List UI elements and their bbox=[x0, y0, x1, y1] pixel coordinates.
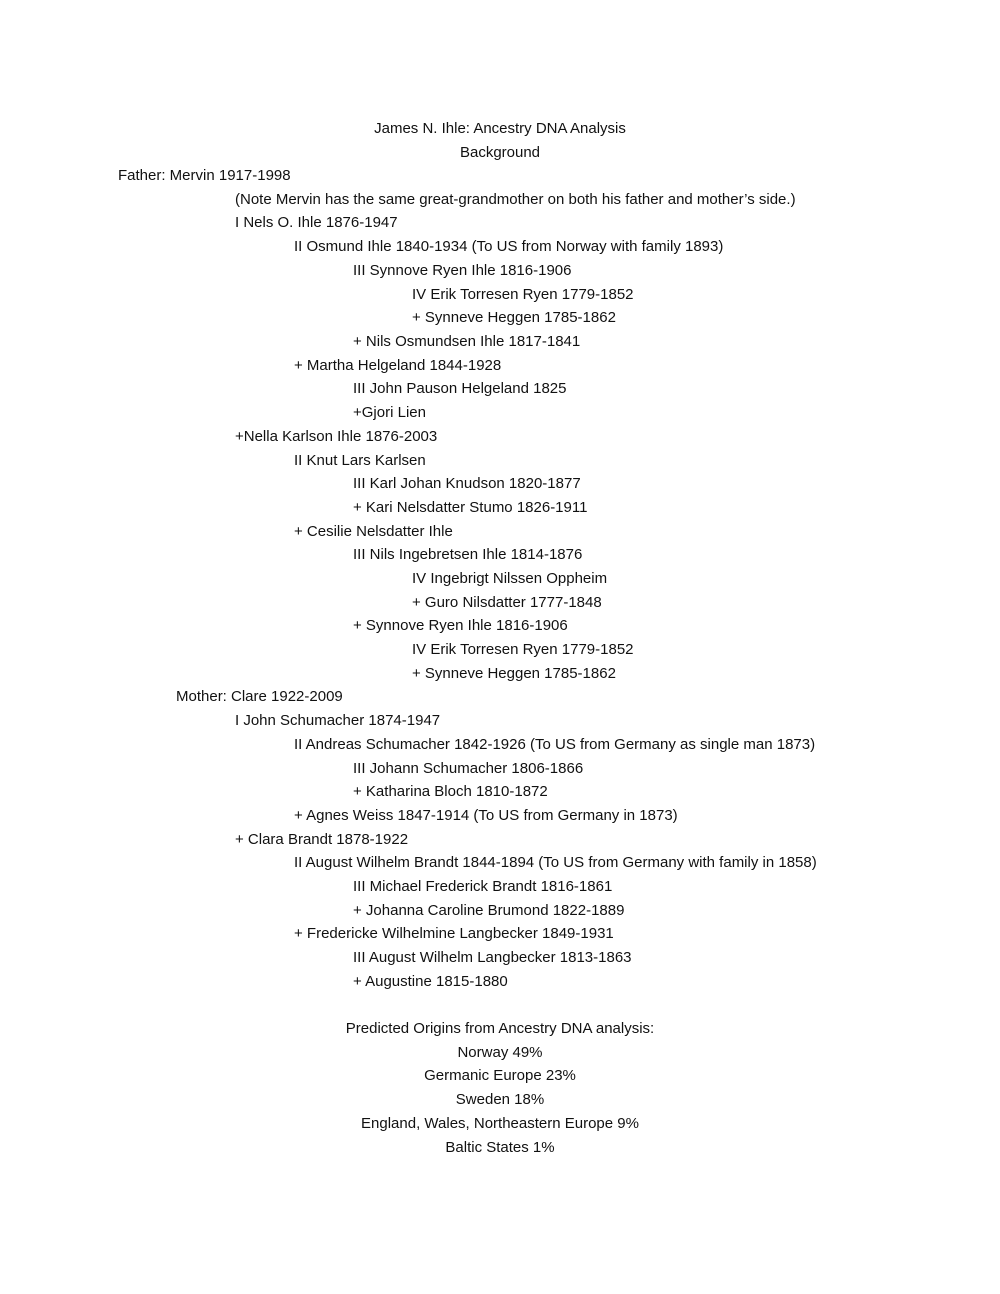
tree-entry: III John Pauson Helgeland 1825 bbox=[353, 380, 567, 397]
tree-entry: + Guro Nilsdatter 1777-1848 bbox=[412, 594, 602, 611]
document-title: James N. Ihle: Ancestry DNA Analysis bbox=[374, 120, 626, 137]
tree-entry: II Andreas Schumacher 1842-1926 (To US from Germany as single man 1873) bbox=[294, 736, 816, 753]
origins-heading: Predicted Origins from Ancestry DNA analysis: bbox=[345, 1020, 655, 1037]
origin-item: Germanic Europe 23% bbox=[424, 1067, 576, 1084]
tree-entry: +Nella Karlson Ihle 1876-2003 bbox=[235, 428, 438, 445]
tree-entry: + Agnes Weiss 1847-1914 (To US from Germany in 1873) bbox=[294, 807, 678, 824]
document-subtitle: Background bbox=[459, 144, 541, 161]
tree-entry: II August Wilhelm Brandt 1844-1894 (To US from Germany with family in 1858) bbox=[294, 854, 817, 871]
origin-item: England, Wales, Northeastern Europe 9% bbox=[361, 1115, 639, 1132]
tree-entry: + Synneve Heggen 1785-1862 bbox=[412, 665, 616, 682]
tree-entry: + Nils Osmundsen Ihle 1817-1841 bbox=[353, 333, 581, 350]
origin-item: Baltic States 1% bbox=[445, 1139, 555, 1156]
tree-entry: I John Schumacher 1874-1947 bbox=[235, 712, 441, 729]
origin-item: Sweden 18% bbox=[455, 1091, 545, 1108]
tree-entry: IV Erik Torresen Ryen 1779-1852 bbox=[412, 286, 634, 303]
tree-entry: III August Wilhelm Langbecker 1813-1863 bbox=[353, 949, 632, 966]
tree-entry: I Nels O. Ihle 1876-1947 bbox=[235, 214, 398, 231]
tree-entry: + Synnove Ryen Ihle 1816-1906 bbox=[353, 617, 568, 634]
tree-entry: + Johanna Caroline Brumond 1822-1889 bbox=[353, 902, 625, 919]
tree-entry: II Knut Lars Karlsen bbox=[294, 452, 426, 469]
tree-entry: +Gjori Lien bbox=[353, 404, 426, 421]
tree-entry-note: (Note Mervin has the same great-grandmother on both his father and mother’s side.) bbox=[235, 191, 796, 208]
tree-entry: III Nils Ingebretsen Ihle 1814-1876 bbox=[353, 546, 583, 563]
tree-entry: + Kari Nelsdatter Stumo 1826-1911 bbox=[353, 499, 588, 516]
tree-entry: + Augustine 1815-1880 bbox=[353, 973, 508, 990]
tree-entry: + Fredericke Wilhelmine Langbecker 1849-1931 bbox=[294, 925, 614, 942]
tree-entry: + Synneve Heggen 1785-1862 bbox=[412, 309, 616, 326]
tree-entry: + Cesilie Nelsdatter Ihle bbox=[294, 523, 453, 540]
tree-entry: + Martha Helgeland 1844-1928 bbox=[294, 357, 502, 374]
tree-entry: III Michael Frederick Brandt 1816-1861 bbox=[353, 878, 613, 895]
tree-entry: + Clara Brandt 1878-1922 bbox=[235, 831, 409, 848]
tree-entry-mother: Mother: Clare 1922-2009 bbox=[176, 688, 343, 705]
tree-entry: III Synnove Ryen Ihle 1816-1906 bbox=[353, 262, 572, 279]
tree-entry: IV Ingebrigt Nilssen Oppheim bbox=[412, 570, 608, 587]
tree-entry-father: Father: Mervin 1917-1998 bbox=[118, 167, 291, 184]
tree-entry: IV Erik Torresen Ryen 1779-1852 bbox=[412, 641, 634, 658]
tree-entry: III Johann Schumacher 1806-1866 bbox=[353, 760, 584, 777]
tree-entry: III Karl Johan Knudson 1820-1877 bbox=[353, 475, 581, 492]
origin-item: Norway 49% bbox=[457, 1044, 543, 1061]
tree-entry: + Katharina Bloch 1810-1872 bbox=[353, 783, 548, 800]
tree-entry: II Osmund Ihle 1840-1934 (To US from Norway with family 1893) bbox=[294, 238, 724, 255]
